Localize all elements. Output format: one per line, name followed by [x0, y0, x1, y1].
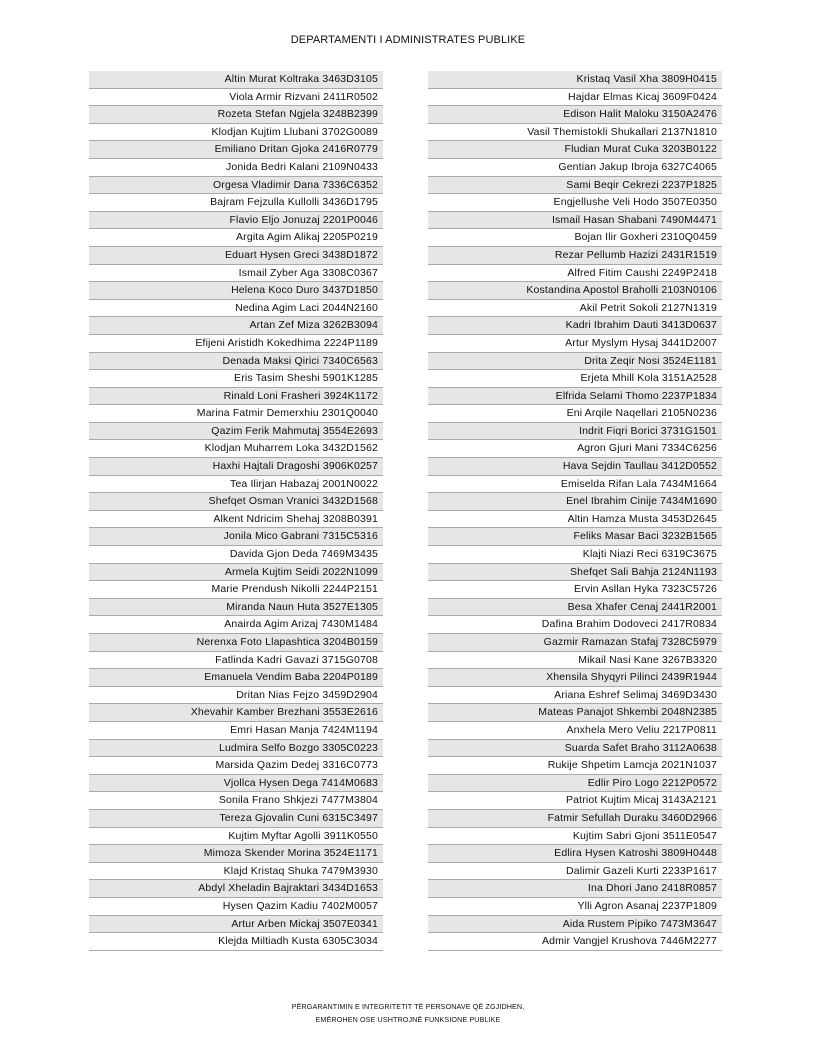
list-row: Ludmira Selfo Bozgo 3305C0223: [89, 740, 383, 758]
list-row: Fatmir Sefullah Duraku 3460D2966: [428, 810, 722, 828]
list-row: Admir Vangjel Krushova 7446M2277: [428, 933, 722, 951]
list-row: Jonida Bedri Kalani 2109N0433: [89, 159, 383, 177]
list-row: Engjellushe Veli Hodo 3507E0350: [428, 194, 722, 212]
list-row: Tea Ilirjan Habazaj 2001N0022: [89, 476, 383, 494]
list-row: Eduart Hysen Greci 3438D1872: [89, 247, 383, 265]
list-row: Rukije Shpetim Lamcja 2021N1037: [428, 757, 722, 775]
list-row: Nedina Agim Laci 2044N2160: [89, 300, 383, 318]
list-row: Elfrida Selami Thomo 2237P1834: [428, 388, 722, 406]
list-row: Shefqet Osman Vranici 3432D1568: [89, 493, 383, 511]
list-row: Emanuela Vendim Baba 2204P0189: [89, 669, 383, 687]
list-row: Aida Rustem Pipiko 7473M3647: [428, 916, 722, 934]
list-row: Ariana Eshref Selimaj 3469D3430: [428, 687, 722, 705]
list-row: Alfred Fitim Caushi 2249P2418: [428, 265, 722, 283]
list-row: Erjeta Mhill Kola 3151A2528: [428, 370, 722, 388]
list-row: Dalimir Gazeli Kurti 2233P1617: [428, 863, 722, 881]
list-row: Klejda Miltiadh Kusta 6305C3034: [89, 933, 383, 951]
list-row: Rozeta Stefan Ngjela 3248B2399: [89, 106, 383, 124]
list-row: Klodjan Kujtim Llubani 3702G0089: [89, 124, 383, 142]
list-row: Fatlinda Kadri Gavazi 3715G0708: [89, 652, 383, 670]
list-row: Abdyl Xheladin Bajraktari 3434D1653: [89, 880, 383, 898]
list-row: Mimoza Skender Morina 3524E1171: [89, 845, 383, 863]
right-name-list: [428, 71, 722, 951]
list-row: Bojan Ilir Goxheri 2310Q0459: [428, 229, 722, 247]
list-row: Kadri Ibrahim Dauti 3413D0637: [428, 317, 722, 335]
list-row: Hajdar Elmas Kicaj 3609F0424: [428, 89, 722, 107]
list-row: Viola Armir Rizvani 2411R0502: [89, 89, 383, 107]
list-row: Artur Arben Mickaj 3507E0341: [89, 916, 383, 934]
list-row: Artan Zef Miza 3262B3094: [89, 317, 383, 335]
list-row: Orgesa Vladimir Dana 7336C6352: [89, 177, 383, 195]
list-row: Besa Xhafer Cenaj 2441R2001: [428, 599, 722, 617]
list-row: Vjollca Hysen Dega 7414M0683: [89, 775, 383, 793]
list-row: Hysen Qazim Kadiu 7402M0057: [89, 898, 383, 916]
list-row: Indrit Fiqri Borici 3731G1501: [428, 423, 722, 441]
list-row: Marie Prendush Nikolli 2244P2151: [89, 581, 383, 599]
list-row: Sonila Frano Shkjezi 7477M3804: [89, 792, 383, 810]
list-row: Alkent Ndricim Shehaj 3208B0391: [89, 511, 383, 529]
page-footer: [0, 1000, 816, 1026]
list-row: Kujtim Myftar Agolli 3911K0550: [89, 828, 383, 846]
list-row: Ervin Asllan Hyka 7323C5726: [428, 581, 722, 599]
list-row: Argita Agim Alikaj 2205P0219: [89, 229, 383, 247]
list-row: Haxhi Hajtali Dragoshi 3906K0257: [89, 458, 383, 476]
list-row: Jonila Mico Gabrani 7315C5316: [89, 528, 383, 546]
list-row: Gentian Jakup Ibroja 6327C4065: [428, 159, 722, 177]
list-row: Feliks Masar Baci 3232B1565: [428, 528, 722, 546]
left-name-list: [89, 71, 383, 951]
list-row: Ismail Zyber Aga 3308C0367: [89, 265, 383, 283]
list-row: Kostandina Apostol Braholli 2103N0106: [428, 282, 722, 300]
list-row: Eris Tasim Sheshi 5901K1285: [89, 370, 383, 388]
list-row: Anairda Agim Arizaj 7430M1484: [89, 616, 383, 634]
list-row: Armela Kujtim Seidi 2022N1099: [89, 564, 383, 582]
list-row: Flavio Eljo Jonuzaj 2201P0046: [89, 212, 383, 230]
footer-line-2: EMËROHEN OSE USHTROJNË FUNKSIONE PUBLIKE: [315, 1015, 501, 1024]
list-row: Sami Beqir Cekrezi 2237P1825: [428, 177, 722, 195]
list-row: Shefqet Sali Bahja 2124N1193: [428, 564, 722, 582]
list-row: Suarda Safet Braho 3112A0638: [428, 740, 722, 758]
list-row: Ylli Agron Asanaj 2237P1809: [428, 898, 722, 916]
footer-line-1: PËRGARANTIMIN E INTEGRITETIT TË PERSONAVE QË ZGJIDHEN,: [291, 1002, 525, 1011]
list-row: Patriot Kujtim Micaj 3143A2121: [428, 792, 722, 810]
list-row: Klajti Niazi Reci 6319C3675: [428, 546, 722, 564]
list-row: Emri Hasan Manja 7424M1194: [89, 722, 383, 740]
list-row: Rinald Loni Frasheri 3924K1172: [89, 388, 383, 406]
list-row: Efijeni Aristidh Kokedhima 2224P1189: [89, 335, 383, 353]
list-row: Altin Murat Koltraka 3463D3105: [89, 71, 383, 89]
list-row: Rezar Pellumb Hazizi 2431R1519: [428, 247, 722, 265]
list-row: Drita Zeqir Nosi 3524E1181: [428, 353, 722, 371]
list-row: Tereza Gjovalin Cuni 6315C3497: [89, 810, 383, 828]
list-row: Kristaq Vasil Xha 3809H0415: [428, 71, 722, 89]
list-row: Denada Maksi Qirici 7340C6563: [89, 353, 383, 371]
list-row: Agron Gjuri Mani 7334C6256: [428, 440, 722, 458]
list-row: Anxhela Mero Veliu 2217P0811: [428, 722, 722, 740]
list-row: Fludian Murat Cuka 3203B0122: [428, 141, 722, 159]
list-row: Marsida Qazim Dedej 3316C0773: [89, 757, 383, 775]
list-row: Mateas Panajot Shkembi 2048N2385: [428, 704, 722, 722]
list-row: Emiliano Dritan Gjoka 2416R0779: [89, 141, 383, 159]
list-row: Enel Ibrahim Cinije 7434M1690: [428, 493, 722, 511]
list-row: Qazim Ferik Mahmutaj 3554E2693: [89, 423, 383, 441]
list-row: Eni Arqile Naqellari 2105N0236: [428, 405, 722, 423]
list-row: Edlira Hysen Katroshi 3809H0448: [428, 845, 722, 863]
list-row: Hava Sejdin Taullau 3412D0552: [428, 458, 722, 476]
list-row: Ina Dhori Jano 2418R0857: [428, 880, 722, 898]
list-row: Dritan Nias Fejzo 3459D2904: [89, 687, 383, 705]
page-title: DEPARTAMENTI I ADMINISTRATES PUBLIKE: [290, 34, 526, 46]
list-row: Helena Koco Duro 3437D1850: [89, 282, 383, 300]
list-row: Marina Fatmir Demerxhiu 2301Q0040: [89, 405, 383, 423]
list-row: Davida Gjon Deda 7469M3435: [89, 546, 383, 564]
list-row: Xhensila Shyqyri Pilinci 2439R1944: [428, 669, 722, 687]
list-row: Edison Halit Maloku 3150A2476: [428, 106, 722, 124]
list-row: Edlir Piro Logo 2212P0572: [428, 775, 722, 793]
list-row: Akil Petrit Sokoli 2127N1319: [428, 300, 722, 318]
list-row: Bajram Fejzulla Kullolli 3436D1795: [89, 194, 383, 212]
list-row: Klajd Kristaq Shuka 7479M3930: [89, 863, 383, 881]
list-row: Dafina Brahim Dodoveci 2417R0834: [428, 616, 722, 634]
list-row: Artur Myslym Hysaj 3441D2007: [428, 335, 722, 353]
list-row: Klodjan Muharrem Loka 3432D1562: [89, 440, 383, 458]
list-row: Kujtim Sabri Gjoni 3511E0547: [428, 828, 722, 846]
list-row: Xhevahir Kamber Brezhani 3553E2616: [89, 704, 383, 722]
list-row: Vasil Themistokli Shukallari 2137N1810: [428, 124, 722, 142]
list-row: Ismail Hasan Shabani 7490M4471: [428, 212, 722, 230]
list-row: Emiselda Rifan Lala 7434M1664: [428, 476, 722, 494]
list-row: Miranda Naun Huta 3527E1305: [89, 599, 383, 617]
list-row: Mikail Nasi Kane 3267B3320: [428, 652, 722, 670]
list-row: Altin Hamza Musta 3453D2645: [428, 511, 722, 529]
list-row: Gazmir Ramazan Stafaj 7328C5979: [428, 634, 722, 652]
list-row: Nerenxa Foto Llapashtica 3204B0159: [89, 634, 383, 652]
